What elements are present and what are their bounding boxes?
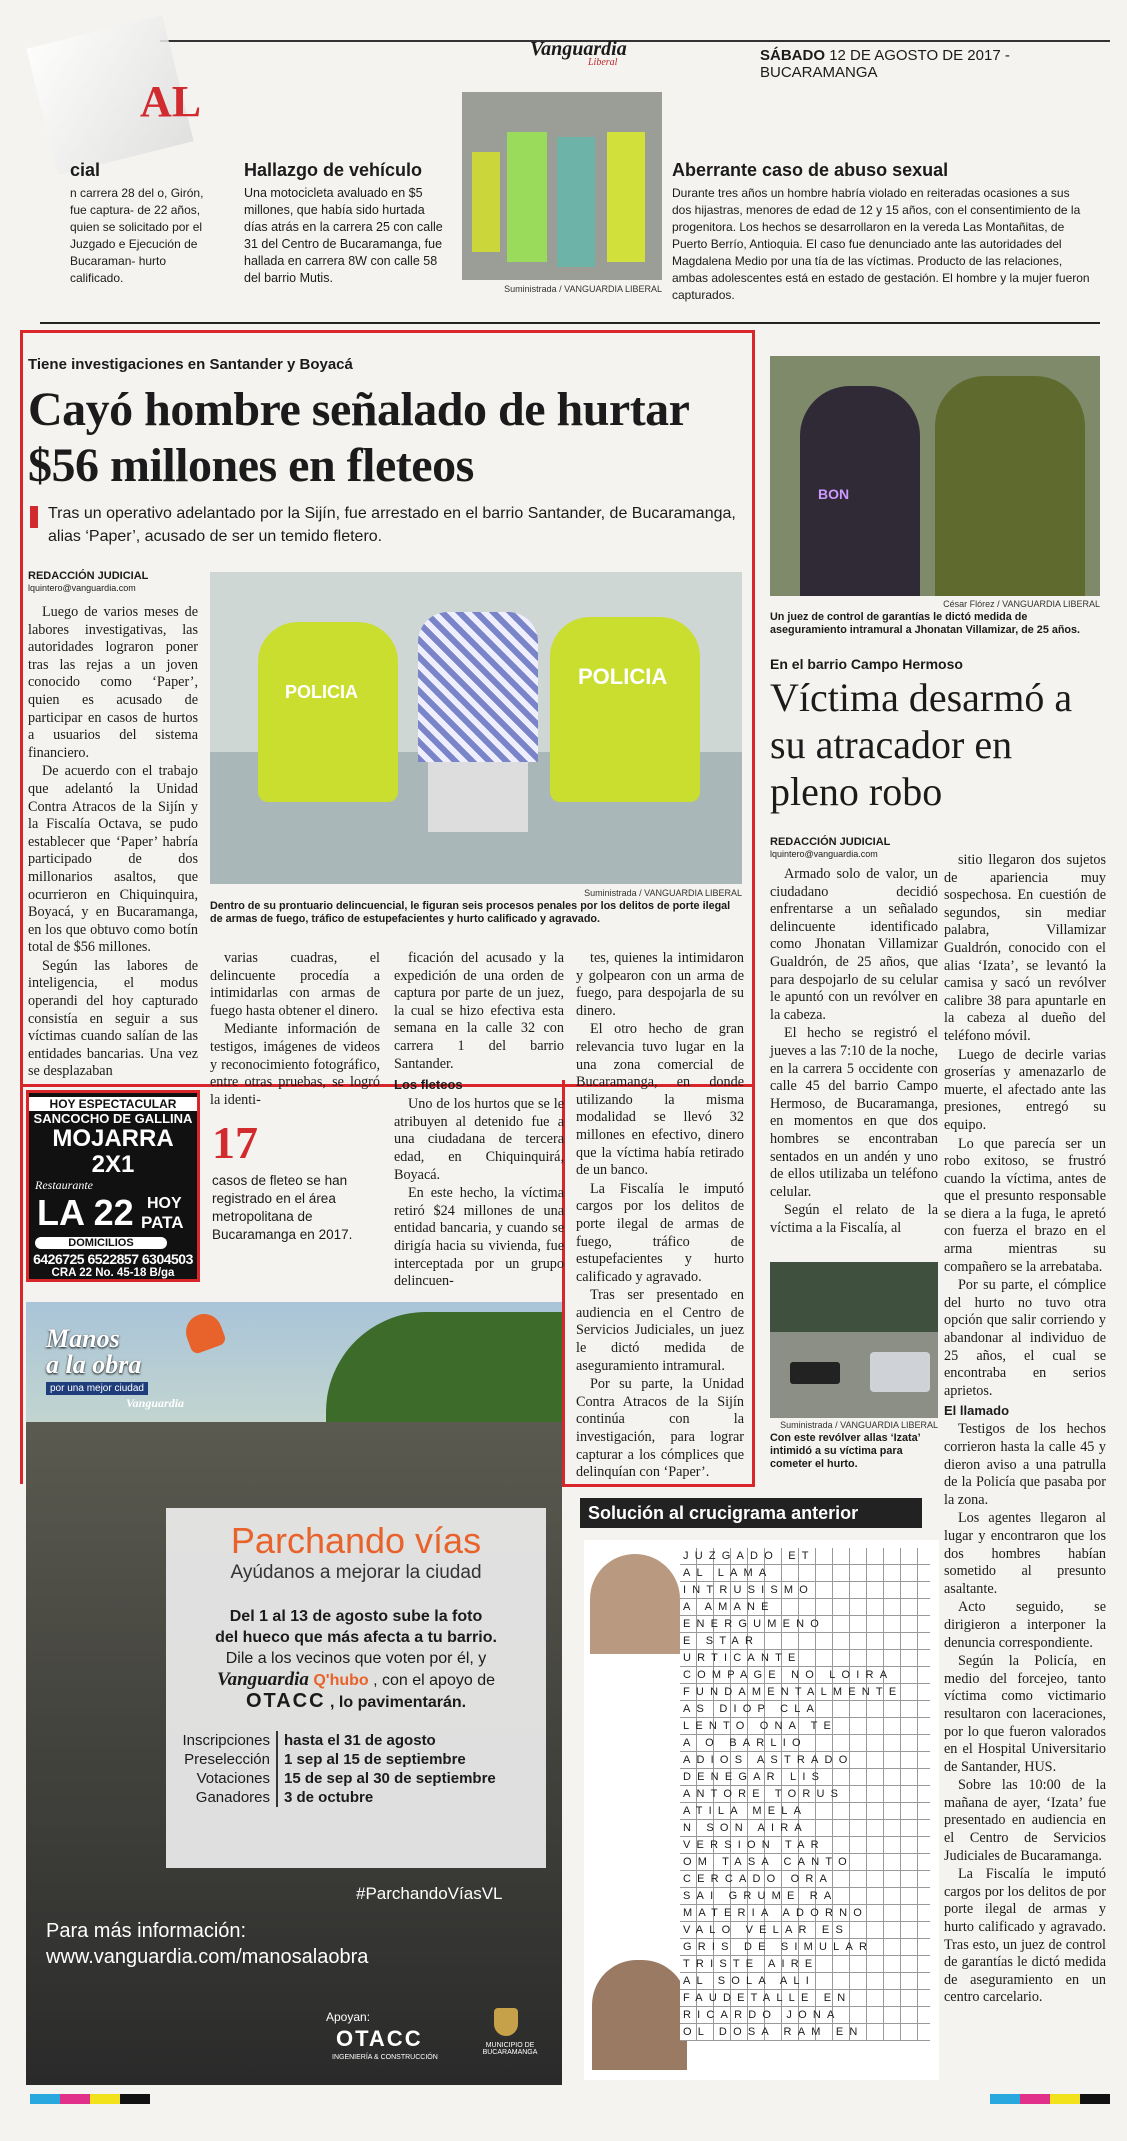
logo-sub: Liberal <box>588 57 618 68</box>
right-photo-credit: César Flórez / VANGUARDIA LIBERAL <box>943 599 1100 609</box>
right-col-2 <box>944 852 1106 2008</box>
date-day: SÁBADO <box>760 47 826 64</box>
print-color-bar <box>30 2094 1110 2104</box>
brief-abuse-title: Aberrante caso de abuso sexual <box>672 160 949 180</box>
lead-marker <box>30 506 38 528</box>
paragraph: Lo que parecía ser un robo exitoso, se frustró cuando la víctima, antes de que el presunto responsable se diera a la fuga, le apretó con fuerza el brazo en el arma mientras su compañero se la arrebataba. <box>944 1135 1106 1275</box>
main-kicker: Tiene investigaciones en Santander y Boyacá <box>28 356 353 373</box>
main-photo-credit: Suministrada / VANGUARDIA LIBERAL <box>584 888 742 898</box>
celebrity-photo <box>592 1960 687 2070</box>
main-col-4 <box>576 950 744 1483</box>
manos-logo <box>46 1326 276 1411</box>
ad-hashtag: #ParchandoVíasVL <box>356 1884 503 1903</box>
paragraph: Mediante información de testigos, imágenes de videos y reconocimiento fotográfico, entre otras pruebas, se logró la identi- <box>210 1021 380 1108</box>
crossword-row: SAI GRUME RA <box>680 1888 930 1905</box>
ad-info-label: Para más información: <box>46 1920 247 1942</box>
paragraph: Por su parte, la Unidad Contra Atracos de la Sijín continúa con la investigación, para lograr capturar a los cómplices que delinquían con ‘Paper’. <box>576 1376 744 1481</box>
crossword-row: INTRUSISMO <box>680 1582 930 1599</box>
page-header <box>0 0 1127 81</box>
stat-text: casos de fleteo se han registrado en el área metropolitana de Bucaramanga en 2017. <box>212 1173 353 1242</box>
photo-figure <box>607 132 645 262</box>
main-col-3 <box>394 950 564 1292</box>
crossword-row: ANTORE TORUS <box>680 1786 930 1803</box>
crossword-row: OM TASA CANTO <box>680 1854 930 1871</box>
paragraph: La Fiscalía le imputó cargos por los delitos de porte ilegal de armas de fuego, tráfico de estupefacientes y hurto calificado y agravado. <box>576 1180 744 1285</box>
right-email: lquintero@vanguardia.com <box>770 849 878 859</box>
ad-body-line: Dile a los vecinos que voten por él, y <box>225 1650 487 1667</box>
schedule-value: 15 de sep al 30 de septiembre <box>284 1770 496 1787</box>
crossword-row: AS DIOP CLA <box>680 1701 930 1718</box>
ad-schedule <box>166 1731 546 1807</box>
crossword-row: FUNDAMENTALMENTE <box>680 1684 930 1701</box>
schedule-row <box>166 1769 546 1788</box>
schedule-row <box>166 1750 546 1769</box>
main-col-2 <box>210 950 380 1110</box>
crossword-row: N SON AIRA <box>680 1820 930 1837</box>
header-rule <box>160 40 1110 42</box>
date-rest: 12 DE AGOSTO DE 2017 - BUCARAMANGA <box>760 47 1010 81</box>
right-kicker: En el barrio Campo Hermoso <box>770 656 963 672</box>
main-photo <box>210 572 742 884</box>
paragraph: ficación del acusado y la expedición de una orden de captura por parte de un juez, la cual se hizo efectiva esta semana en la calle 32 con carrera 1 del barrio Santander. <box>394 950 564 1072</box>
paragraph: Armado solo de valor, un ciudadano decidió enfrentarse a un señalado delincuente identificado como Jhonatan Villamizar Gualdrón, de 25 años, que para despojarlo de su celular le apuntó con un revólver en la cabeza. <box>770 866 938 1023</box>
brief-photo-credit: Suministrada / VANGUARDIA LIBERAL <box>504 284 662 294</box>
crossword-row: FAUDETALLE EN <box>680 1990 930 2007</box>
crossword-row: CERCADO ORA <box>680 1871 930 1888</box>
sponsor-municipio: MUNICIPIO DE BUCARAMANGA <box>482 2042 538 2056</box>
ad-line: HOY ESPECTACULAR <box>29 1097 197 1111</box>
manos-tagline: por una mejor ciudad <box>46 1382 148 1395</box>
brief-vehicle <box>244 160 444 287</box>
right-headline: Víctima desarmó a su atracador en pleno robo <box>770 675 1073 814</box>
paragraph: En este hecho, la víctima retiró $24 millones de una entidad bancaria, y cuando se dirigía hacia su vivienda, fue interceptada por un grupo delincuen- <box>394 1185 564 1290</box>
paragraph: tes, quienes la intimidaron y golpearon con un arma de fuego, para despojarla de su dinero. <box>576 950 744 1019</box>
photo-figure <box>472 152 500 252</box>
main-lead: Tras un operativo adelantado por la Sijín, fue arrestado en el barrio Santander, de Bucaramanga, alias ‘Paper’, acusado de ser un temido fletero. <box>48 505 736 545</box>
main-photo-caption: Dentro de su prontuario delincuencial, le figuran seis procesos penales por los delitos de porte ilegal de armas de fuego, tráfico de estupefacientes y hurto calificado y agravado. <box>210 900 731 925</box>
evidence-bag <box>870 1352 930 1392</box>
paragraph: Uno de los hurtos que se le atribuyen al detenido fue a una ciudadana de tercera edad, en Chiquinquirá, Boyacá. <box>394 1096 564 1183</box>
paragraph: Sobre las 10:00 de la mañana de ayer, ‘Izata’ fue presentado en audiencia en el Centro de Servicios Judiciales de Bucaramanga. <box>944 1777 1106 1864</box>
revolver-photo <box>770 1262 938 1418</box>
main-email: lquintero@vanguardia.com <box>28 583 136 593</box>
paragraph: Testigos de los hechos corrieron hasta la calle 45 y dieron aviso a una patrulla de la Policía que pasaba por la zona. <box>944 1421 1106 1508</box>
ad-brand-otacc: OTACC <box>245 1690 326 1712</box>
ad-body-line: , lo pavimentarán. <box>330 1694 467 1711</box>
main-headline: Cayó hombre señalado de hurtar $56 millones en fleteos <box>28 383 689 492</box>
crossword-row: COMPAGE NO LOIRA <box>680 1667 930 1684</box>
crossword-row: LENTO ONA TE <box>680 1718 930 1735</box>
logo-text: Vanguardia <box>530 38 627 60</box>
paragraph: Tras ser presentado en audiencia en el Centro de Servicios Judiciales, un juez le dictó medida de aseguramiento intramural. <box>576 1287 744 1374</box>
ad-body <box>166 1606 546 1713</box>
crossword-row: AL SOLA ALI <box>680 1973 930 1990</box>
crossword-row: DENEGAR LIS <box>680 1769 930 1786</box>
revolver-photo-caption: Con este revólver allas ‘Izata’ intimidó a su víctima para cometer el hurto. <box>770 1432 921 1470</box>
crossword-row: AL LAMA <box>680 1565 930 1582</box>
ad-title: Parchando vías <box>230 1520 482 1561</box>
ad-body-line: Del 1 al 13 de agosto sube la foto <box>229 1608 483 1625</box>
ad-name: LA 22 <box>37 1192 134 1233</box>
crossword-row: OL DOSA RAM EN <box>680 2024 930 2041</box>
officer-vest-text: POLICIA <box>578 664 668 689</box>
ad-body-line: del hueco que más afecta a tu barrio. <box>215 1629 497 1646</box>
stat-number: 17 <box>212 1117 258 1168</box>
schedule-label: Preselección <box>166 1750 278 1769</box>
ad-line: PATA <box>141 1213 184 1232</box>
paragraph: Luego de varios meses de labores investigativas, las autoridades lograron poner tras las rejas a un joven conocido como ‘Paper’, quien es acusado de participar en casos de hurtos a usuarios del sistema financiero. <box>28 604 198 761</box>
ad-apoyan-label: Apoyan: <box>326 2010 371 2024</box>
main-col-1 <box>28 604 198 1082</box>
paragraph: El otro hecho de gran relevancia tuvo lugar en la una zona comercial de Bucaramanga, en donde utilizando la misma modalidad se llevó 32 millones en efectivo, dinero que la víctima había retirado de un banco. <box>576 1021 744 1179</box>
brief-photo <box>462 92 662 280</box>
paragraph: Por su parte, el cómplice del hurto no tuvo otra opción que salir corriendo y abandonar al individuo de 25 años, el cual se encontraba en serios aprietos. <box>944 1277 1106 1399</box>
section-title: AL <box>140 77 202 126</box>
officer-right <box>550 617 700 802</box>
crossword-row: RICARDO JONA <box>680 2007 930 2024</box>
paragraph: Según las labores de inteligencia, el modus operandi del hoy capturado consistía en seguir a sus víctimas cuando salían de las entidades bancarias. Una vez se desplazaban <box>28 957 198 1080</box>
ad-address: CRA 22 No. 45-18 B/ga <box>51 1267 175 1279</box>
crossword-row: VERSION TAR <box>680 1837 930 1854</box>
right-photo-caption: Un juez de control de garantías le dictó medida de aseguramiento intramural a Jhonatan Villamizar, de 25 años. <box>770 611 1081 636</box>
page-date <box>760 47 1127 81</box>
crossword-title: Solución al crucigrama anterior <box>580 1498 922 1528</box>
photo-figure <box>557 137 595 267</box>
brief-left-title: cial <box>70 160 101 180</box>
ad-line: HOY <box>147 1195 182 1212</box>
crossword-area <box>584 1540 939 2080</box>
crossword-row: VALO VELAR ES <box>680 1922 930 1939</box>
schedule-label: Votaciones <box>166 1769 278 1788</box>
manos-brand: Vanguardia <box>126 1396 185 1410</box>
paragraph: De acuerdo con el trabajo que adelantó la Unidad Contra Atracos de la Sijín y la Fiscalía Octava, se pudo establecer que ‘Paper’ habría participado de dos millonarios asaltos, que ocurrieron en Chiquinquira, Boyacá, y en Bucaramanga, en los que obtuvo como botín total de $56 millones. <box>28 763 198 956</box>
ad-line: DOMICILIOS <box>35 1237 167 1249</box>
shirt-print: BON <box>818 486 850 502</box>
ad-url[interactable]: www.vanguardia.com/manosalaobra <box>46 1946 369 1968</box>
celebrity-photo <box>590 1554 680 1654</box>
schedule-value: 1 sep al 15 de septiembre <box>284 1751 466 1768</box>
ad-line: Restaurante <box>35 1178 93 1192</box>
schedule-label: Ganadores <box>166 1788 278 1807</box>
detainee-shorts <box>428 762 528 832</box>
schedule-row <box>166 1788 546 1807</box>
officer-figure <box>935 376 1085 596</box>
right-col-1 <box>770 866 938 1238</box>
paragraph: sitio llegaron dos sujetos de apariencia muy sospechosa. En cuestión de segundos, sin mediar palabra, Villamizar Gualdrón, conocido con el alias ‘Izata’, se levantó la camisa y sacó un revólver calibre 38 para apuntarle en la cabeza al dueño del teléfono móvil. <box>944 852 1106 1044</box>
crossword-row: MATERIA ADORNO <box>680 1905 930 1922</box>
revolver-shape <box>790 1362 840 1384</box>
crossword-row: JUZGADO ET <box>680 1548 930 1565</box>
brief-abuse <box>672 160 1092 304</box>
photo-figure <box>507 132 547 262</box>
ad-panel <box>166 1508 546 1868</box>
crossword-row: URTICANTE <box>680 1650 930 1667</box>
right-photo <box>770 356 1100 596</box>
officer-left <box>258 622 398 802</box>
paragraph: La Fiscalía le imputó cargos por los delitos de por porte ilegal de armas y hurto calificado y agravado. Tras esto, un juez de control de garantías le dictó medida de aseguramiento en un centro carcelario. <box>944 1866 1106 2006</box>
photo-background <box>770 1262 938 1332</box>
section-divider <box>40 322 1100 324</box>
officer-vest-text: POLICIA <box>285 682 359 702</box>
brief-left-text: n carrera 28 del o, Girón, fue captura- de 22 años, quien se solicitado por el Juzgado e Ejecución de Bucaraman- hurto calificado. <box>70 186 204 285</box>
revolver-photo-credit: Suministrada / VANGUARDIA LIBERAL <box>780 1420 938 1430</box>
municipal-seal-icon <box>494 2008 518 2036</box>
ad-phones: 6426725 6522857 6304503 <box>33 1251 193 1267</box>
masthead-logo <box>530 40 627 68</box>
ad-brand-vanguardia: Vanguardia <box>217 1669 309 1690</box>
ad-line: MOJARRA 2X1 <box>52 1125 174 1178</box>
crossword-row: A O BARLIO <box>680 1735 930 1752</box>
schedule-value: hasta el 31 de agosto <box>284 1732 436 1749</box>
paragraph: Acto seguido, se dirigieron a interponer la denuncia correspondiente. <box>944 1599 1106 1651</box>
crossword-row: GRIS DE SIMULAR <box>680 1939 930 1956</box>
brief-abuse-text: Durante tres años un hombre habría violado en reiteradas ocasiones a sus dos hijastras, menores de edad de 12 y 15 años, con el consentimiento de la progenitora. Los hechos se desarrollaron en la vereda Las Montañitas, de Puerto Berrío, Antioquia. El caso fue denunciado ante las autoridades del Magdalena Medio por una tía de las víctimas. Producto de las relaciones, ambas adolescentes está en estado de gestación. El hombre y la mujer fueron capturados. <box>672 186 1090 302</box>
main-byline: REDACCIÓN JUDICIAL <box>28 570 149 582</box>
crossword-row: ADIOS ASTRADO <box>680 1752 930 1769</box>
schedule-value: 3 de octubre <box>284 1789 374 1806</box>
brief-left <box>70 160 220 287</box>
crossword-row: TRISTE AIRE <box>680 1956 930 1973</box>
right-byline: REDACCIÓN JUDICIAL <box>770 836 891 848</box>
paragraph: Según la Policía, en medio del forcejeo, tanto víctima como victimario resultaron con laceraciones, por lo que fueron valorados en el Hospital Universitario de Santander, HUS. <box>944 1653 1106 1775</box>
crossword-grid <box>680 1548 930 2041</box>
paragraph: varias cuadras, el delincuente procedía a intimidarlas con armas de fuego hasta obtener el dinero. <box>210 950 380 1019</box>
brief-vehicle-text: Una motocicleta avaluado en $5 millones, que había sido hurtada días atrás en la carrera 25 con calle 31 del Centro de Bucaramanga, fue hallada en carrera 8W con calle 58 del barrio Mutis. <box>244 186 443 285</box>
ad-subtitle: Ayúdanos a mejorar la ciudad <box>230 1562 482 1583</box>
paragraph: El hecho se registró el jueves a las 7:10 de la noche, en la carrera 5 occidente con calle 45 del barrio Campo Hermoso, de Bucaramanga, en momentos en que dos hombres se encontraban sentados en un andén y uno de ellos utilizaba un teléfono celular. <box>770 1025 938 1200</box>
sponsor-otacc-sub: INGENIERÍA & CONSTRUCCIÓN <box>332 2054 438 2061</box>
restaurant-ad <box>26 1090 200 1282</box>
crossword-row: E STAR <box>680 1633 930 1650</box>
manos-text: Manos <box>46 1324 120 1353</box>
schedule-label: Inscripciones <box>166 1731 278 1750</box>
ad-brand-qhubo: Q'hubo <box>313 1672 369 1689</box>
ad-body-line: , con el apoyo de <box>373 1672 495 1689</box>
ad-line: SANCOCHO DE GALLINA <box>33 1111 193 1126</box>
paragraph: Según el relato de la víctima a la Fiscalía, al <box>770 1202 938 1236</box>
campaign-ad <box>26 1302 562 2085</box>
paragraph: Los agentes llegaron al lugar y encontraron que los dos hombres habían sometido al presunto asaltante. <box>944 1510 1106 1597</box>
sponsor-otacc: OTACC <box>336 2026 423 2051</box>
crossword-row: A AMANE <box>680 1599 930 1616</box>
crossword-row: ENERGUMENO <box>680 1616 930 1633</box>
crossword-row: ATILA MELA <box>680 1803 930 1820</box>
schedule-row <box>166 1731 546 1750</box>
paragraph: Luego de decirle varias groserías y amenazarlo de muerte, el afectado ante las presiones, entregó su equipo. <box>944 1046 1106 1133</box>
right-subhead: El llamado <box>944 1403 1010 1419</box>
main-subhead: Los fleteos <box>394 1077 463 1093</box>
brief-vehicle-title: Hallazgo de vehículo <box>244 160 423 180</box>
detainee-shirt <box>418 612 538 762</box>
manos-text: a la obra <box>46 1350 142 1379</box>
